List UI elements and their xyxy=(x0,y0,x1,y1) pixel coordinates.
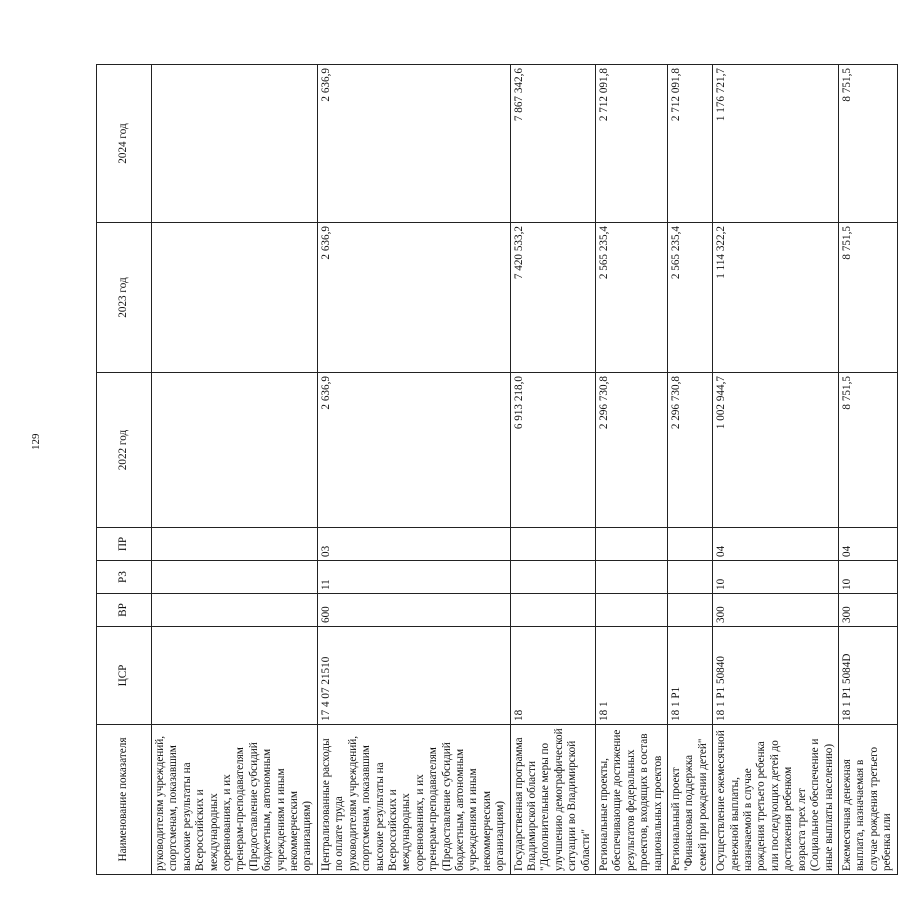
cell-pr xyxy=(510,528,595,561)
budget-table xyxy=(96,64,898,875)
cell-name: Ежемесячная денежная выплата, назначаемая в случае рождения третьего ребенка или xyxy=(838,725,897,875)
cell-2024: 1 176 721,7 xyxy=(713,65,839,223)
cell-pr xyxy=(596,528,668,561)
cell-pr xyxy=(668,528,713,561)
cell-rz: 10 xyxy=(838,561,897,594)
header-2023: 2023 год xyxy=(97,223,152,373)
cell-2024: 2 636,9 xyxy=(317,65,510,223)
header-2022: 2022 год xyxy=(97,373,152,528)
header-row xyxy=(97,65,152,875)
cell-2023: 2 565 235,4 xyxy=(596,223,668,373)
cell-rz xyxy=(668,561,713,594)
header-2024: 2024 год xyxy=(97,65,152,223)
cell-2022: 2 296 730,8 xyxy=(668,373,713,528)
cell-2024: 2 712 091,8 xyxy=(668,65,713,223)
cell-2023: 2 636,9 xyxy=(317,223,510,373)
cell-2022: 2 296 730,8 xyxy=(596,373,668,528)
header-rz: РЗ xyxy=(97,561,152,594)
cell-vr xyxy=(152,594,318,627)
cell-2023 xyxy=(152,223,318,373)
header-pr: ПР xyxy=(97,528,152,561)
table-row xyxy=(152,65,318,875)
cell-rz: 11 xyxy=(317,561,510,594)
cell-rz xyxy=(596,561,668,594)
cell-2022: 8 751,5 xyxy=(838,373,897,528)
cell-2022: 6 913 218,0 xyxy=(510,373,595,528)
cell-pr: 04 xyxy=(838,528,897,561)
cell-pr: 03 xyxy=(317,528,510,561)
cell-vr xyxy=(596,594,668,627)
table-row xyxy=(596,65,668,875)
cell-2024: 8 751,5 xyxy=(838,65,897,223)
cell-name: Государственная программа Владимирской области "Дополнительные меры по улучшению демографической ситуации во Владимирской области" xyxy=(510,725,595,875)
cell-name: руководителям учреждений, спортсменам, показавшим высокие результаты на Всероссийских и международных соревнованиях, и их тренерам-преподавателям (Предоставление субсидий бюджетным, автономным учреждениям и иным некоммерческим организациям) xyxy=(152,725,318,875)
cell-2023: 7 420 533,2 xyxy=(510,223,595,373)
table-row xyxy=(510,65,595,875)
cell-name: Региональный проект "Финансовая поддержка семей при рождении детей" xyxy=(668,725,713,875)
cell-2023: 1 114 322,2 xyxy=(713,223,839,373)
cell-vr: 300 xyxy=(838,594,897,627)
cell-2024 xyxy=(152,65,318,223)
cell-2023: 2 565 235,4 xyxy=(668,223,713,373)
cell-name: Осуществление ежемесячной денежной выплаты, назначаемой в случае рождения третьего ребенка или последующих детей до достижения ребенком возраста трех лет (Социальное обеспечение и иные выплаты населению) xyxy=(713,725,839,875)
cell-csr: 18 1 xyxy=(596,627,668,725)
cell-csr: 18 1 P1 50840 xyxy=(713,627,839,725)
table-row xyxy=(713,65,839,875)
cell-rz xyxy=(510,561,595,594)
cell-2022: 1 002 944,7 xyxy=(713,373,839,528)
cell-csr: 18 xyxy=(510,627,595,725)
cell-vr xyxy=(510,594,595,627)
table-row xyxy=(838,65,897,875)
cell-2022 xyxy=(152,373,318,528)
cell-2024: 2 712 091,8 xyxy=(596,65,668,223)
cell-name: Централизованные расходы по оплате труда руководителям учреждений, спортсменам, показавшим высокие результаты на Всероссийских и международных соревнованиях, и их тренерам-преподавателям (Предоставление субсидий бюджетным, автономным учреждениям и иным некоммерческим организациям) xyxy=(317,725,510,875)
cell-csr: 17 4 07 21510 xyxy=(317,627,510,725)
cell-2024: 7 867 342,6 xyxy=(510,65,595,223)
cell-vr xyxy=(668,594,713,627)
cell-csr: 18 1 P1 5084D xyxy=(838,627,897,725)
cell-vr: 300 xyxy=(713,594,839,627)
cell-2023: 8 751,5 xyxy=(838,223,897,373)
cell-csr: 18 1 P1 xyxy=(668,627,713,725)
table-row xyxy=(668,65,713,875)
cell-rz xyxy=(152,561,318,594)
cell-2022: 2 636,9 xyxy=(317,373,510,528)
budget-table-rotated xyxy=(96,65,894,875)
table-row xyxy=(317,65,510,875)
cell-vr: 600 xyxy=(317,594,510,627)
header-vr: ВР xyxy=(97,594,152,627)
cell-rz: 10 xyxy=(713,561,839,594)
cell-csr xyxy=(152,627,318,725)
page-number: 129 xyxy=(30,433,42,450)
cell-name: Региональные проекты, обеспечивающие достижение результатов федеральных проектов, входящих в состав национальных проектов xyxy=(596,725,668,875)
cell-pr xyxy=(152,528,318,561)
header-name: Наименование показателя xyxy=(97,725,152,875)
cell-pr: 04 xyxy=(713,528,839,561)
header-csr: ЦСР xyxy=(97,627,152,725)
